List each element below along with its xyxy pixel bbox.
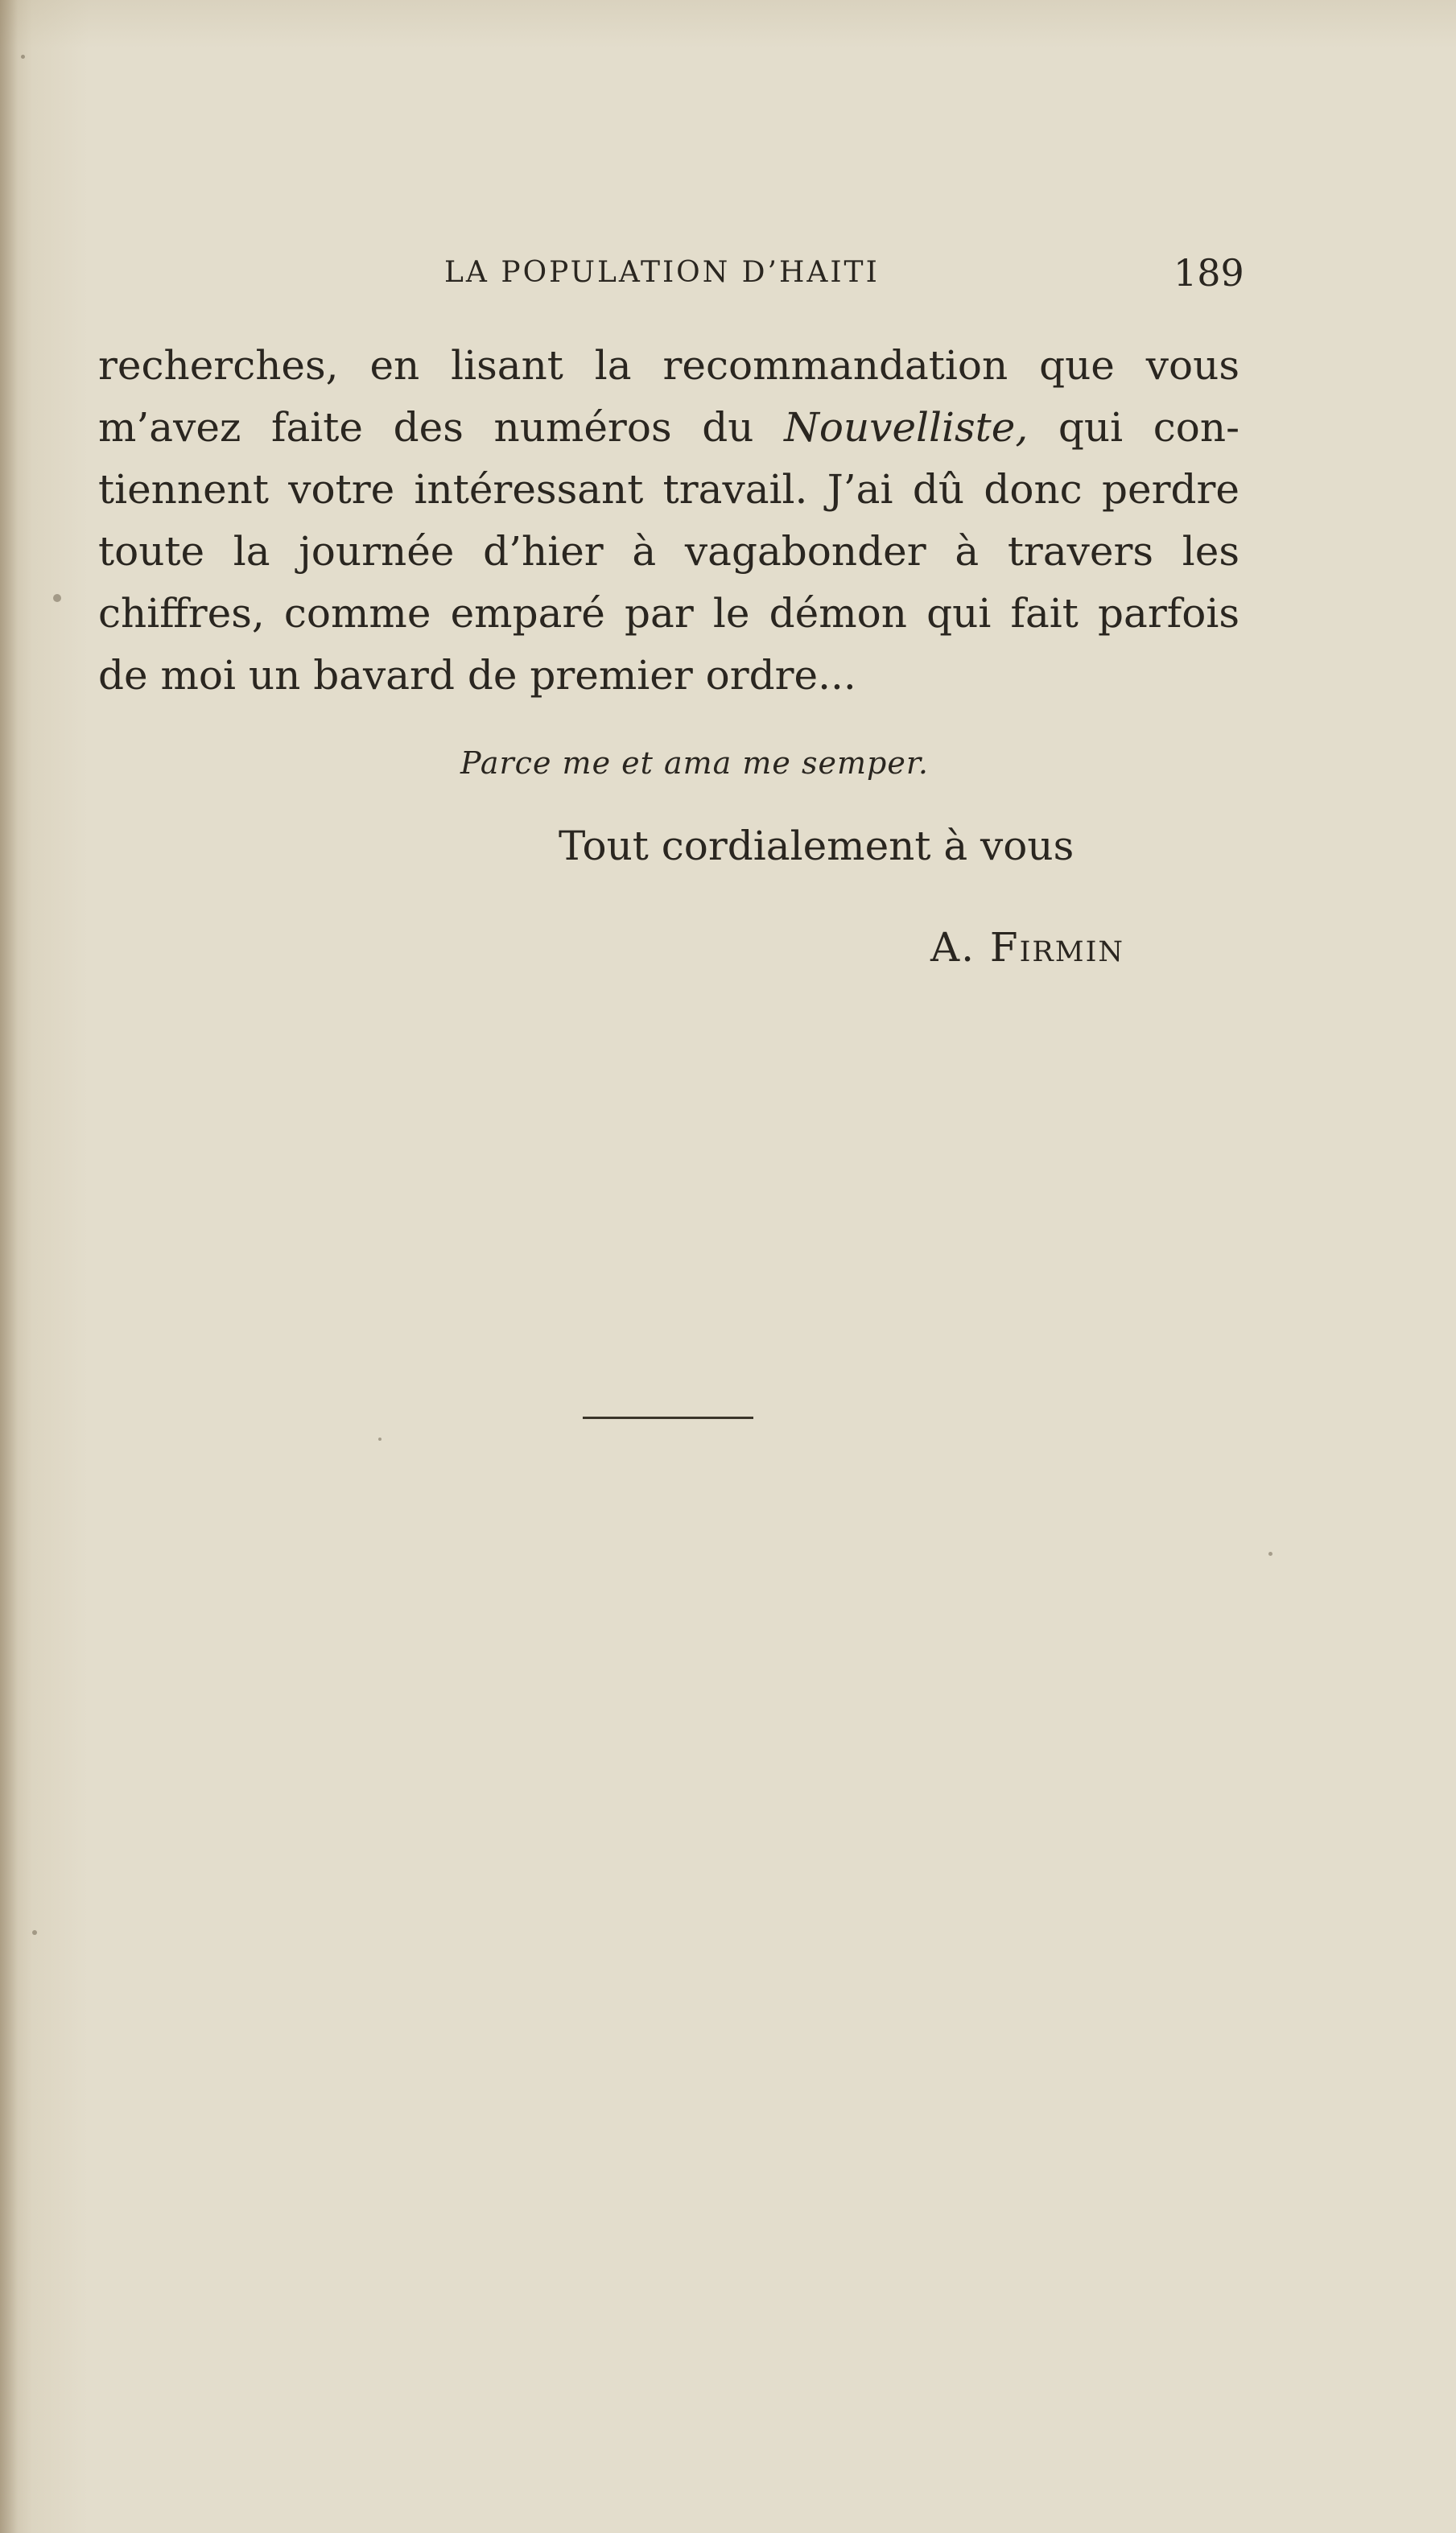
- body-line-2-end: qui con-: [1028, 404, 1239, 451]
- latin-motto: Parce me et ama me semper.: [460, 745, 929, 781]
- letter-body: [98, 335, 1239, 707]
- body-line-2-start: m’avez faite des numéros du: [98, 404, 785, 451]
- closing-salutation: Tout cordialement à vous: [559, 823, 1074, 869]
- paper-speck: [32, 1930, 37, 1935]
- body-line-3: tiennent votre intéressant travail. J’ai dû donc perdre: [98, 466, 1239, 513]
- running-header-title: LA POPULATION D’HAITI: [444, 256, 880, 289]
- page-spine-shadow: [0, 0, 18, 2533]
- body-line-4: toute la journée d’hier à vagabonder à travers les: [98, 528, 1239, 575]
- paper-speck: [21, 55, 25, 59]
- body-line-2: [98, 397, 1239, 459]
- section-divider-rule: [583, 1417, 753, 1419]
- newspaper-title: Nouvelliste,: [784, 404, 1029, 451]
- body-line-5: chiffres, comme emparé par le démon qui fait parfois: [98, 590, 1239, 637]
- paper-speck: [378, 1438, 382, 1441]
- paper-speck: [53, 594, 61, 602]
- page-number: 189: [1173, 251, 1244, 295]
- paper-speck: [1268, 1552, 1272, 1556]
- body-line-6: de moi un bavard de premier ordre...: [98, 652, 856, 699]
- body-line-1: recherches, en lisant la recommandation que vous: [98, 342, 1239, 389]
- signature: A. Firmin: [930, 924, 1125, 971]
